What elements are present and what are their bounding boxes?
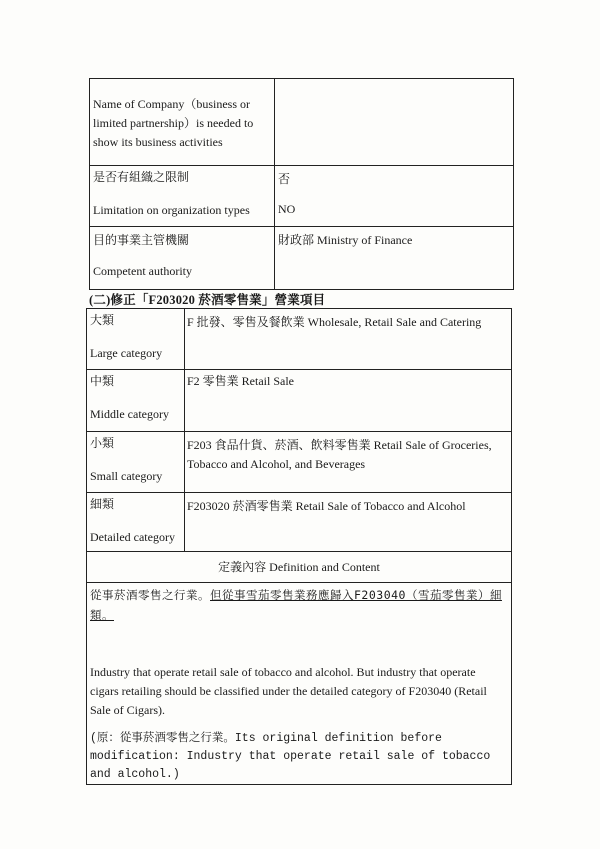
company-info-table bbox=[89, 78, 514, 290]
definition-header-cell bbox=[87, 552, 512, 583]
large-category-label-en: Large category bbox=[90, 346, 163, 360]
middle-category-label-en: Middle category bbox=[90, 407, 169, 421]
org-limit-label-en: Limitation on organization types bbox=[93, 203, 250, 217]
middle-category-value-cell bbox=[185, 370, 512, 432]
large-category-label-zh: 大類 bbox=[90, 313, 115, 327]
company-name-value-cell bbox=[275, 79, 514, 166]
detailed-category-value-cell bbox=[185, 493, 512, 552]
original-definition-en: Its original definition before modification: Industry that operate retail sale of tobacco and alcohol.) bbox=[90, 732, 491, 781]
definition-header: 定義內容 Definition and Content bbox=[218, 560, 380, 574]
company-name-label: Name of Company（business or limited partnership）is needed to show its business activities bbox=[93, 97, 254, 149]
small-category-label-en: Small category bbox=[90, 469, 163, 483]
large-category-value-cell bbox=[185, 309, 512, 370]
category-table bbox=[86, 308, 512, 785]
org-limit-label-cell bbox=[90, 166, 275, 227]
org-limit-value-cell bbox=[275, 166, 514, 227]
large-category-value: F 批發、零售及餐飲業 Wholesale, Retail Sale and Catering bbox=[187, 315, 482, 329]
org-limit-value-zh: 否 bbox=[278, 172, 291, 186]
middle-category-value: F2 零售業 Retail Sale bbox=[187, 374, 294, 388]
table-row bbox=[87, 370, 512, 432]
definition-en: Industry that operate retail sale of tobacco and alcohol. But industry that operate cigars retailing should be classified under the detailed category of F203040 (Retail Sale of Cigars). bbox=[90, 665, 487, 717]
definition-content-cell bbox=[87, 583, 512, 785]
authority-label-en: Competent authority bbox=[93, 264, 192, 278]
org-limit-value-en: NO bbox=[278, 202, 296, 216]
definition-zh-plain: 從事菸酒零售之行業。 bbox=[90, 588, 210, 602]
section-title: (二)修正「F203020 菸酒零售業」營業項目 bbox=[89, 293, 326, 307]
table-row bbox=[87, 552, 512, 583]
authority-value: 財政部 Ministry of Finance bbox=[278, 233, 413, 247]
detailed-category-label-en: Detailed category bbox=[90, 530, 175, 544]
large-category-label-cell bbox=[87, 309, 185, 370]
authority-label-zh: 目的事業主管機關 bbox=[93, 233, 190, 247]
middle-category-label-zh: 中類 bbox=[90, 374, 115, 388]
small-category-label-cell bbox=[87, 432, 185, 493]
authority-label-cell bbox=[90, 227, 275, 290]
company-name-label-cell bbox=[90, 79, 275, 166]
small-category-value-cell bbox=[185, 432, 512, 493]
authority-value-cell bbox=[275, 227, 514, 290]
original-definition-zh: (原：從事菸酒零售之行業。 bbox=[90, 732, 235, 745]
table-row bbox=[90, 166, 514, 227]
small-category-label-zh: 小類 bbox=[90, 436, 115, 450]
table-row bbox=[87, 432, 512, 493]
table-row bbox=[87, 493, 512, 552]
small-category-value: F203 食品什貨、菸酒、飲料零售業 Retail Sale of Groceries, Tobacco and Alcohol, and Beverages bbox=[187, 438, 492, 471]
detailed-category-value: F203020 菸酒零售業 Retail Sale of Tobacco and Alcohol bbox=[187, 499, 466, 513]
table-row bbox=[90, 227, 514, 290]
table-row bbox=[87, 583, 512, 785]
detailed-category-label-cell bbox=[87, 493, 185, 552]
table-row bbox=[90, 79, 514, 166]
middle-category-label-cell bbox=[87, 370, 185, 432]
table-row bbox=[87, 309, 512, 370]
detailed-category-label-zh: 細類 bbox=[90, 497, 115, 511]
definition-zh-underlined: 但從事雪茄零售業務應歸入F203040（雪茄零售業）細類。 bbox=[90, 588, 502, 622]
org-limit-label-zh: 是否有組織之限制 bbox=[93, 170, 190, 184]
